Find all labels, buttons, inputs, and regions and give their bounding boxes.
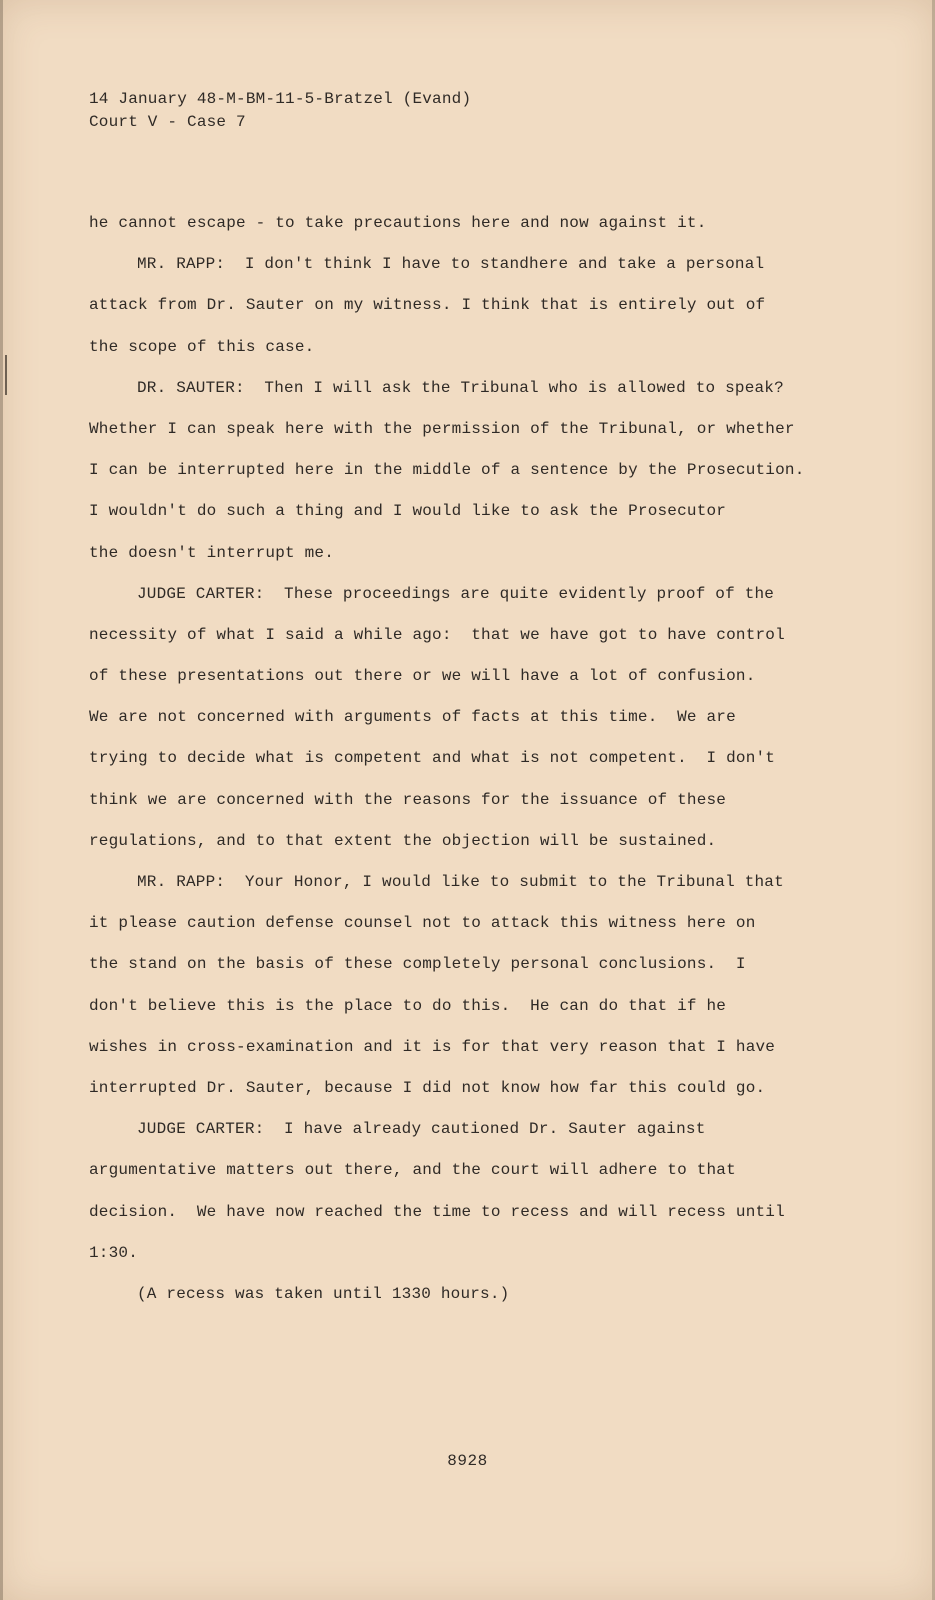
transcript-line: the doesn't interrupt me. bbox=[89, 543, 335, 562]
transcript-line: I can be interrupted here in the middle of a sentence by the Prosecution. bbox=[89, 461, 805, 480]
transcript-line: think we are concerned with the reasons for the issuance of these bbox=[89, 790, 727, 809]
transcript-line: We are not concerned with arguments of facts at this time. We are bbox=[89, 708, 736, 727]
transcript-line: it please caution defense counsel not to attack this witness here on bbox=[89, 914, 756, 933]
transcript-line: of these presentations out there or we will have a lot of confusion. bbox=[89, 667, 756, 686]
page-number: 8928 bbox=[447, 1452, 488, 1470]
transcript-line: JUDGE CARTER: These proceedings are quite evidently proof of the bbox=[137, 584, 775, 603]
transcript-line: he cannot escape - to take precautions here and now against it. bbox=[89, 214, 707, 232]
transcript-line: the scope of this case. bbox=[89, 337, 315, 356]
transcript-line: attack from Dr. Sauter on my witness. I think that is entirely out of bbox=[89, 296, 766, 315]
margin-mark bbox=[5, 355, 7, 395]
transcript-line: Whether I can speak here with the permission of the Tribunal, or whether bbox=[89, 419, 795, 438]
transcript-line: MR. RAPP: Your Honor, I would like to submit to the Tribunal that bbox=[137, 873, 784, 891]
transcript-line: necessity of what I said a while ago: that we have got to have control bbox=[89, 625, 785, 644]
transcript-line: MR. RAPP: I don't think I have to standhere and take a personal bbox=[137, 255, 765, 274]
page-left-edge bbox=[0, 0, 3, 1600]
transcript-line: the stand on the basis of these completely personal conclusions. I bbox=[89, 955, 746, 974]
transcript-line: (A recess was taken until 1330 hours.) bbox=[137, 1284, 510, 1303]
transcript-line: decision. We have now reached the time to recess and will recess until bbox=[89, 1202, 785, 1221]
header-line-1: 14 January 48-M-BM-11-5-Bratzel (Evand) bbox=[89, 90, 472, 108]
transcript-line: JUDGE CARTER: I have already cautioned Dr. Sauter against bbox=[137, 1120, 706, 1139]
transcript-line: DR. SAUTER: Then I will ask the Tribunal who is allowed to speak? bbox=[137, 378, 784, 397]
transcript-line: trying to decide what is competent and what is not competent. I don't bbox=[89, 749, 776, 768]
transcript-line: argumentative matters out there, and the court will adhere to that bbox=[89, 1161, 736, 1180]
header-line-2: Court V - Case 7 bbox=[89, 113, 246, 131]
transcript-line: 1:30. bbox=[89, 1243, 139, 1262]
transcript-line: interrupted Dr. Sauter, because I did not know how far this could go. bbox=[89, 1078, 766, 1097]
transcript-line: I wouldn't do such a thing and I would like to ask the Prosecutor bbox=[89, 502, 727, 521]
transcript-line: wishes in cross-examination and it is for that very reason that I have bbox=[89, 1037, 776, 1056]
transcript-body bbox=[89, 212, 849, 1324]
transcript-line: don't believe this is the place to do this. He can do that if he bbox=[89, 996, 727, 1015]
document-header bbox=[89, 88, 471, 134]
transcript-line: regulations, and to that extent the objection will be sustained. bbox=[89, 831, 717, 850]
